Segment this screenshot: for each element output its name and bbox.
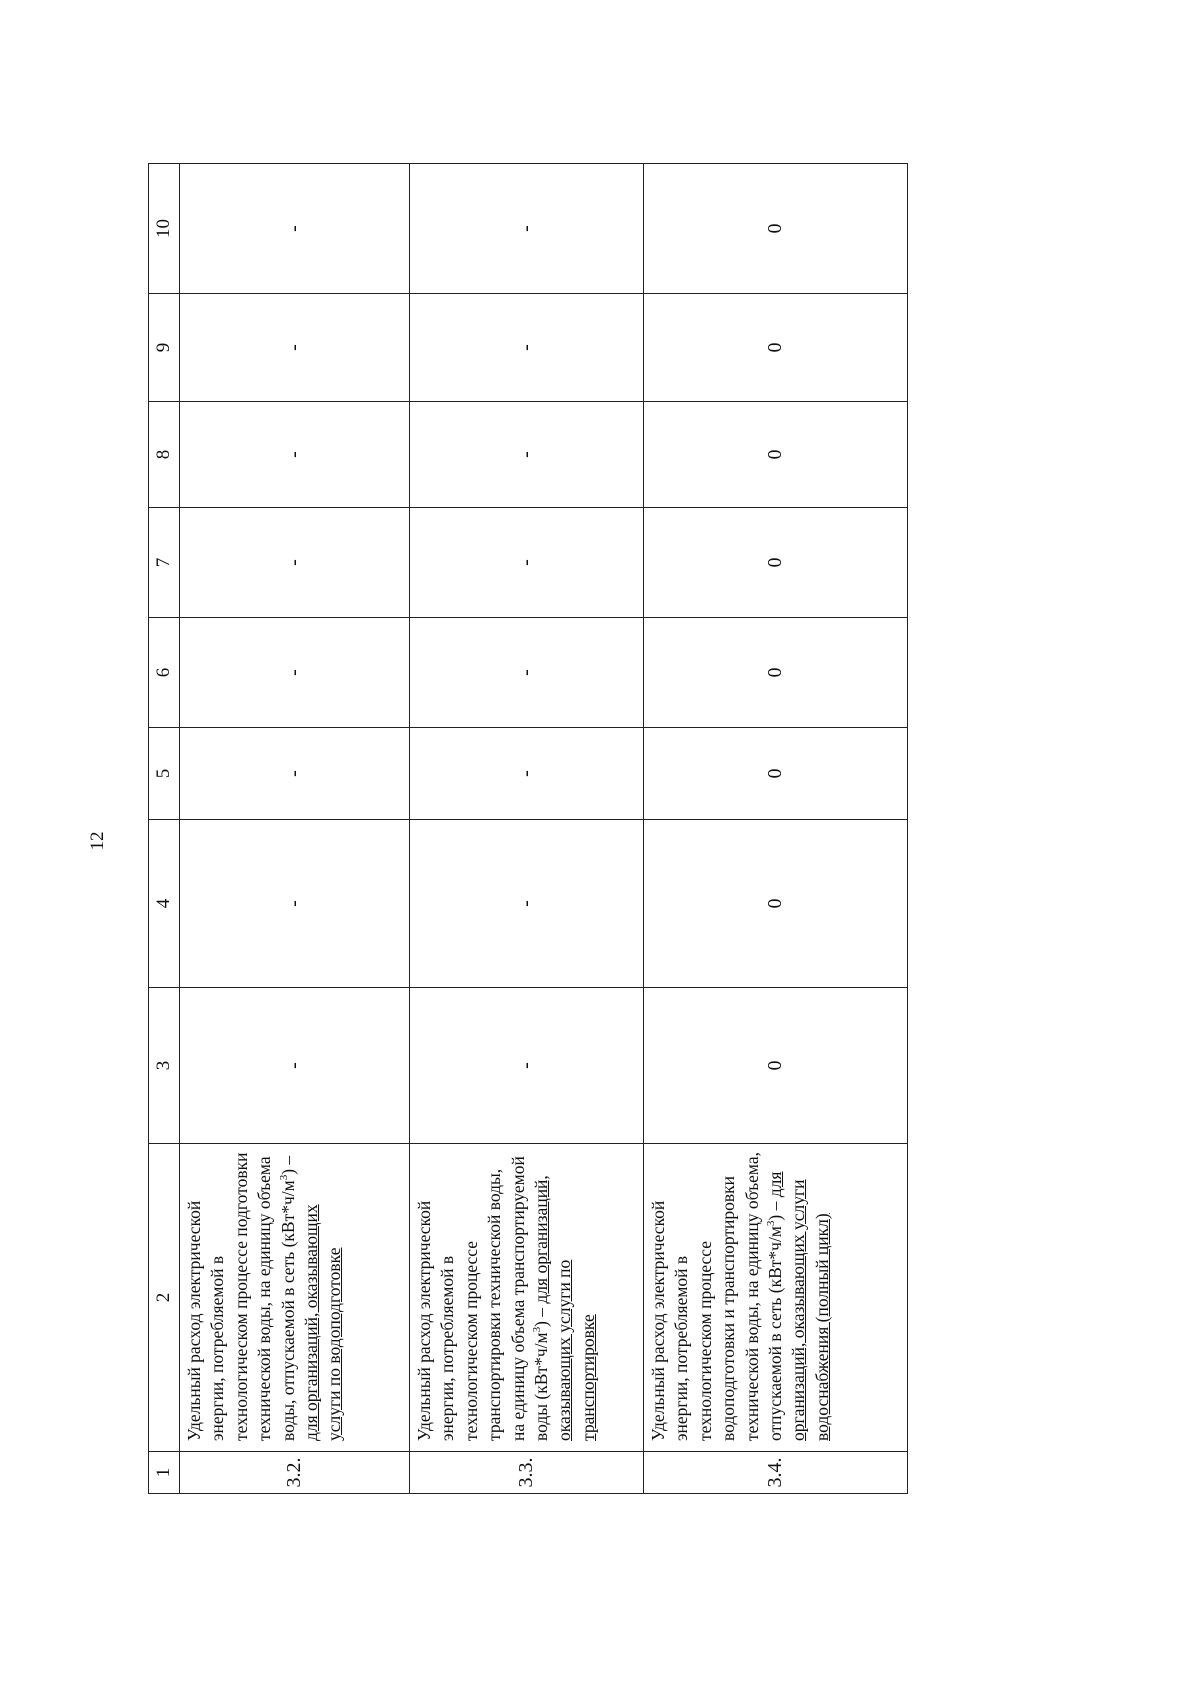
column-header: 3 xyxy=(149,988,180,1144)
description-text: Удельный расход электрической энергии, потребляемой в технологическом процессе подготовки технической воды, на единицу объема воды, отпускаемой в сеть (кВт*ч/м xyxy=(184,1152,298,1441)
indicator-table-wrapper xyxy=(148,164,888,1494)
column-header: 10 xyxy=(149,164,180,294)
value-cell: 0 xyxy=(644,164,908,294)
row-number: 3.3. xyxy=(410,1452,644,1494)
column-header: 8 xyxy=(149,402,180,508)
superscript: 3 xyxy=(765,1220,778,1227)
value-cell: - xyxy=(180,402,410,508)
value-cell: - xyxy=(180,294,410,402)
superscript: 3 xyxy=(277,1174,290,1181)
value-cell: 0 xyxy=(644,402,908,508)
column-header: 1 xyxy=(149,1452,180,1494)
value-cell: - xyxy=(180,728,410,820)
header-row xyxy=(149,164,180,1494)
value-cell: 0 xyxy=(644,988,908,1144)
column-header: 5 xyxy=(149,728,180,820)
value-cell: 0 xyxy=(644,508,908,618)
value-cell: - xyxy=(410,402,644,508)
value-cell: - xyxy=(410,618,644,728)
value-cell: - xyxy=(180,820,410,988)
table-row xyxy=(180,164,410,1494)
superscript: 3 xyxy=(531,1326,544,1333)
value-cell: 0 xyxy=(644,618,908,728)
value-cell: - xyxy=(410,164,644,294)
description-text: ) – xyxy=(531,1307,552,1327)
value-cell: - xyxy=(180,618,410,728)
column-header: 4 xyxy=(149,820,180,988)
description-underlined: для организаций, оказывающих услуги по водоподготовке xyxy=(301,1204,345,1441)
value-cell: 0 xyxy=(644,294,908,402)
value-cell: - xyxy=(410,820,644,988)
value-cell: - xyxy=(410,508,644,618)
value-cell: - xyxy=(180,508,410,618)
row-number: 3.4. xyxy=(644,1452,908,1494)
row-description xyxy=(180,1144,410,1452)
description-text: Удельный расход электрической энергии, потребляемой в технологическом процессе водоподготовки и транспортировки технической воды, на единицу объема, отпускаемой в сеть (кВт*ч/м xyxy=(648,1151,786,1441)
value-cell: - xyxy=(180,988,410,1144)
description-underlined: для организаций, оказывающих услуги водоснабжения (полный цикл) xyxy=(765,1171,832,1441)
table-row xyxy=(410,164,644,1494)
column-header: 9 xyxy=(149,294,180,402)
value-cell: 0 xyxy=(644,728,908,820)
value-cell: - xyxy=(410,294,644,402)
description-text: ) – xyxy=(277,1155,298,1175)
value-cell: - xyxy=(180,164,410,294)
row-number: 3.2. xyxy=(180,1452,410,1494)
value-cell: - xyxy=(410,728,644,820)
value-cell: - xyxy=(410,988,644,1144)
column-header: 6 xyxy=(149,618,180,728)
row-description xyxy=(644,1144,908,1452)
column-header: 7 xyxy=(149,508,180,618)
indicator-table xyxy=(148,163,908,1494)
description-underlined: для организаций, оказывающих услуги по транспортировке xyxy=(531,1175,598,1441)
row-description xyxy=(410,1144,644,1452)
description-text: ) – xyxy=(765,1201,786,1221)
table-row xyxy=(644,164,908,1494)
value-cell: 0 xyxy=(644,820,908,988)
column-header: 2 xyxy=(149,1144,180,1452)
description-text: Удельный расход электрической энергии, потребляемой в технологическом процессе транспортировки технической воды, на единицу объема транспортируемой воды (кВт*ч/м xyxy=(414,1156,552,1441)
page-number: 12 xyxy=(87,831,108,851)
